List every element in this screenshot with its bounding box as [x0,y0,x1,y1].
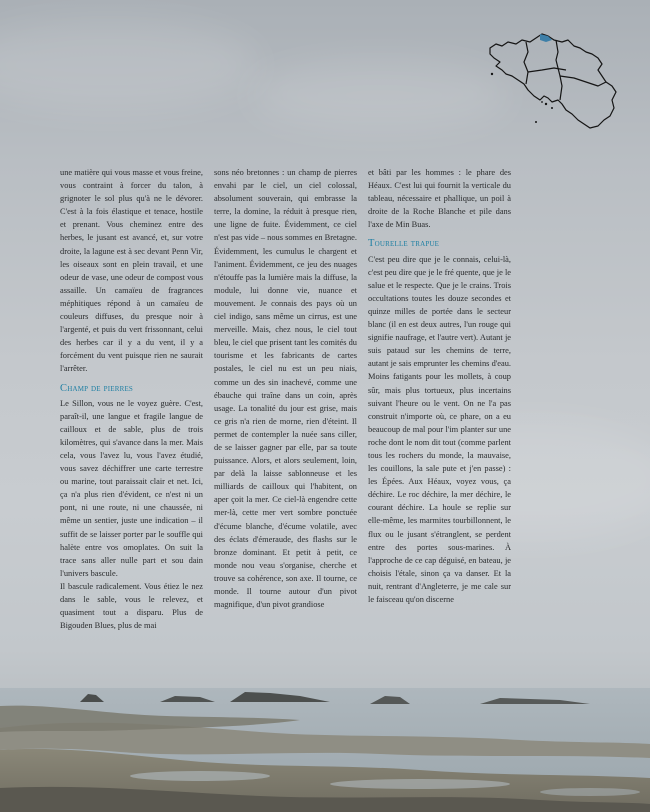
cloud-decoration [250,60,510,130]
section-heading: Tourelle trapue [368,238,440,250]
brittany-map-icon [486,30,620,132]
paragraph: une matière qui vous masse et vous freine, vous contraint à forcer du talon, à grignoter le sol plus qu'à ne le dévorer. C'est à la fois élastique et tenace, hostile et prenant. Vous cheminez entre des herbes, le jusant est avancé, et, sur votre droite, la lagune est à sec devant Penn Vir, les oiseaux sont en plein travail, et une odeur de vase, une odeur de compost vous assaille. Un camaïeu de fragrances méphitiques répond à un camaïeu de couleurs diffuses, du presque noir à l'argenté, et puis du vert frissonnant, celui des herbes car il y a du vent, il y a forcément du vent puisque rien ne saurait l'arrêter. [60,168,203,374]
article-column-1 [60,166,203,632]
paragraph: sons néo bretonnes : un champ de pierres envahi par le ciel, un ciel colossal, absolument souverain, qui embrasse la terre, la domine, la réduit à presque rien, une ligne de fuite. Évidemment, ce ciel n'est pas vide – nous sommes en Bretagne. Évidemment, les cumulus le chargent et l'animent. Évidemment, ce jeu des nuages n'étouffe pas la lumière mais la diffuse, la module, lui donne vie, nuance et mouvement. Je connais des pays où un ciel indigo, sans même un cirrus, est une merveille. Mais, chez nous, le ciel tout bleu, le ciel que prisent tant les comités du tourisme et les fabricants de cartes postales, le ciel nu est un peu niais, comme un des sin inachevé, comme une ébauche qui traîne dans un coin, après usage. La tonalité du jour est grise, mais ce gris n'a rien de morne, rien d'éteint. Il permet de contempler la nuée sans ciller, de se laisser gagner par elle, par sa toute puissance. Alors, et alors seulement, loin, par delà la laisse sablonneuse et les milliards de cailloux qui l'habitent, on aper çoit la mer. Ce ciel-là engendre cette mer-là, cette mer vert sombre ponctuée d'écume blanche, d'écume volatile, avec des éclats d'émeraude, des flashs sur le bronze dominant. Et petit à petit, ce monde nou veau s'organise, cherche et trouve sa cohérence, son axe. Il tourne, ce monde. Il tourne autour d'un pivot magnifique, d'un pivot grandiose [214,168,357,610]
paragraph: Il bascule radicalement. Vous étiez le nez dans le sable, vous le relevez, et quasiment tout a disparu. Plus de Bigouden Blues, plus de mai [60,581,203,631]
article-column-2 [214,166,357,611]
section-heading: Champ de pierres [60,382,134,394]
paragraph: Le Sillon, vous ne le voyez guère. C'est, paraît-il, une langue et fragile langue de cailloux et de sable, plus de trois kilomètres, qui s'avance dans la mer. Mais cela, vous l'avez lu, vous l'avez étudié, vous savez déchiffrer une carte terrestre ou marine, tout paraissait clair et net. Ici, ça n'a plus rien d'évident, ce n'est ni un pont, ni une route, ni une chaussée, ni même un sentier, juste une indication – il suffit de se laisser porter par le souffle qui halète entre vos omoplates. On suit la trace sans aller nulle part et sou dain l'univers bascule. [60,398,203,578]
paragraph: et bâti par les hommes : le phare des Héaux. C'est lui qui fournit la verticale du tableau, nécessaire et phallique, un poil à droite de la Roche Blanche et pile dans l'axe de Min Buas. [368,168,511,230]
shoreline-photo [0,688,650,812]
paragraph: C'est peu dire que je le connais, celui-là, c'est peu dire que je le fré quente, que je le salue et le respecte. Que je le crains. Trois occultations toutes les douze secondes et quinze milles de portée dans le secteur blanc (il en est deux autres, l'un rouge qui signifie naufrage, et l'autre vert). Autant je suis pataud sur les chemins de terre, autant je sais emprunter les chemins d'eau. Moins fatigants pour les mollets, à coup sûr, mais plus tortueux, plus incertains suivant l'heure ou le vent. On ne l'a pas construit n'importe où, ce phare, on a eu beaucoup de mal pour l'im planter sur une roche dont le nom dit tout (comme parlent tous les rochers du monde, la mauvaise, les couillons, la sale pute et j'en passe) : les Épées. Aux Héaux, voyez vous, ça déchire. Le roc déchire, la mer déchire, le courant déchire. La houle se replie sur elle-même, les marmites tourbillonnent, le flux ou le jusant s'étranglent, se perdent entre des portes sous-marines. À l'approche de ce cap déguisé, en bateau, je choisis l'étale, sinon ça va danser. Et la nuit, rentrant d'Angleterre, je me cale sur le faisceau qu'on discerne [368,254,511,604]
article-column-3 [368,166,511,606]
cloud-decoration [0,20,260,110]
